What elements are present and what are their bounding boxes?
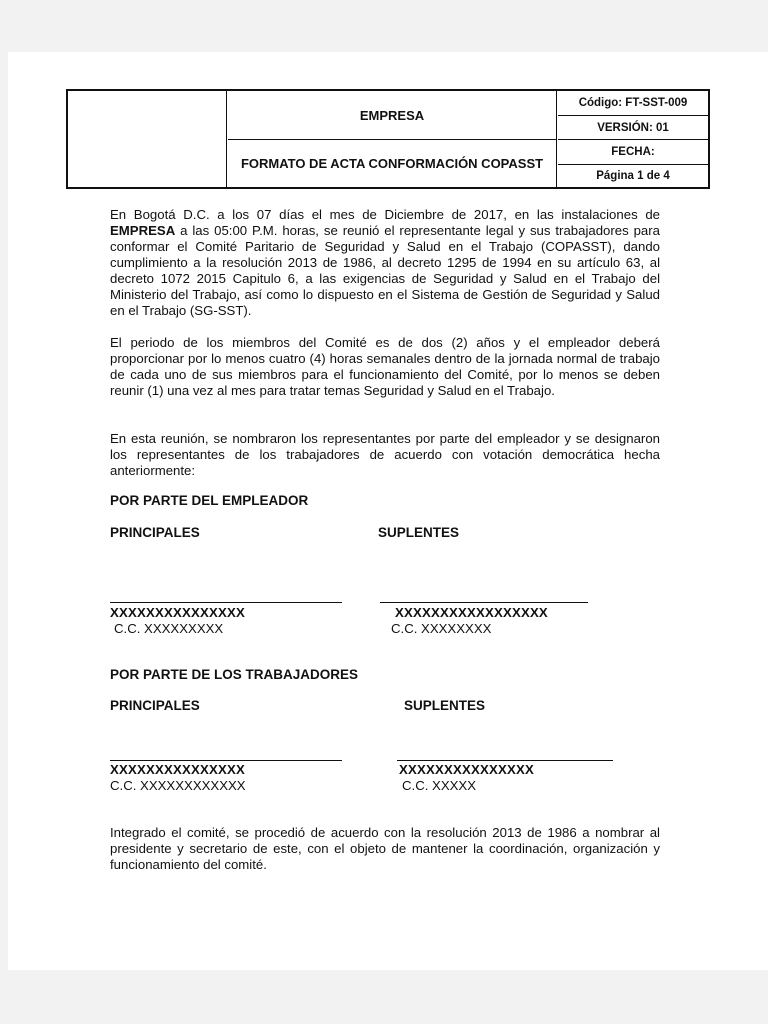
workers-principal-cc: C.C. XXXXXXXXXXXX	[110, 778, 246, 793]
meta-cell	[558, 91, 708, 187]
employer-principales-label: PRINCIPALES	[110, 525, 200, 540]
employer-principal-signature-line	[110, 602, 342, 603]
intro-company-bold: EMPRESA	[110, 223, 176, 238]
logo-cell	[68, 91, 227, 187]
employer-suplente-name: XXXXXXXXXXXXXXXXX	[395, 605, 548, 620]
workers-suplentes-label: SUPLENTES	[404, 698, 486, 713]
intro-text-end: a las 05:00 P.M. horas, se reunió el representante legal y sus trabajadores para conformar el Comité Paritario de Seguridad y Salud en el Trabajo (COPASST), dando cumplimiento a la resolución 2013 de 1986, al decreto 1295 de 1994 en su artículo 63, al decreto 1072 2015 Capitulo 6, a las exigencias de Seguridad y Salud en el Trabajo del Ministerio del Trabajo, así como lo dispuesto en el Sistema de Gestión de Seguridad y Salud en el Trabajo (SG-SST).	[110, 223, 660, 318]
employer-heading: POR PARTE DEL EMPLEADOR	[110, 493, 309, 508]
workers-principal-name: XXXXXXXXXXXXXXX	[110, 762, 245, 777]
intro-text-start: En Bogotá D.C. a los 07 días el mes de Diciembre de 2017, en las instalaciones de	[110, 207, 660, 222]
closing-paragraph: Integrado el comité, se procedió de acuerdo con la resolución 2013 de 1986 a nombrar al presidente y secretario de este, con el objeto de mantener la coordinación, organización y funcionamiento del comité.	[110, 825, 660, 872]
meeting-paragraph: En esta reunión, se nombraron los representantes por parte del empleador y se designaron los representantes de los trabajadores de acuerdo con votación democrática hecha anteriormente:	[110, 431, 660, 478]
workers-suplente-cc: C.C. XXXXX	[402, 778, 477, 793]
workers-principales-label: PRINCIPALES	[110, 698, 200, 713]
employer-suplente-cc: C.C. XXXXXXXX	[391, 621, 492, 636]
form-version: VERSIÓN: 01	[558, 116, 708, 140]
workers-principal-signature-line	[110, 760, 342, 761]
page-number: Página 1 de 4	[596, 170, 670, 182]
period-paragraph: El periodo de los miembros del Comité es de dos (2) años y el empleador deberá proporcionar por lo menos cuatro (4) horas semanales dentro de la jornada normal de trabajo de cada uno de sus miembros para el funcionamiento del Comité, por lo menos se deben reunir (1) una vez al mes para tratar temas Seguridad y Salud en el Trabajo.	[110, 335, 660, 398]
workers-suplente-name: XXXXXXXXXXXXXXX	[399, 762, 534, 777]
employer-suplentes-label: SUPLENTES	[378, 525, 460, 540]
intro-paragraph	[110, 207, 660, 319]
workers-suplente-signature-line	[397, 760, 613, 761]
workers-heading: POR PARTE DE LOS TRABAJADORES	[110, 667, 359, 682]
title-cell	[228, 91, 557, 187]
header-table	[66, 89, 710, 189]
form-code: Código: FT-SST-009	[558, 91, 708, 116]
form-title: FORMATO DE ACTA CONFORMACIÓN COPASST	[240, 156, 544, 171]
employer-principal-name: XXXXXXXXXXXXXXX	[110, 605, 245, 620]
company-name: EMPRESA	[228, 91, 556, 140]
employer-suplente-signature-line	[380, 602, 588, 603]
employer-principal-cc: C.C. XXXXXXXXX	[114, 621, 224, 636]
form-date-label: FECHA:	[558, 140, 708, 165]
